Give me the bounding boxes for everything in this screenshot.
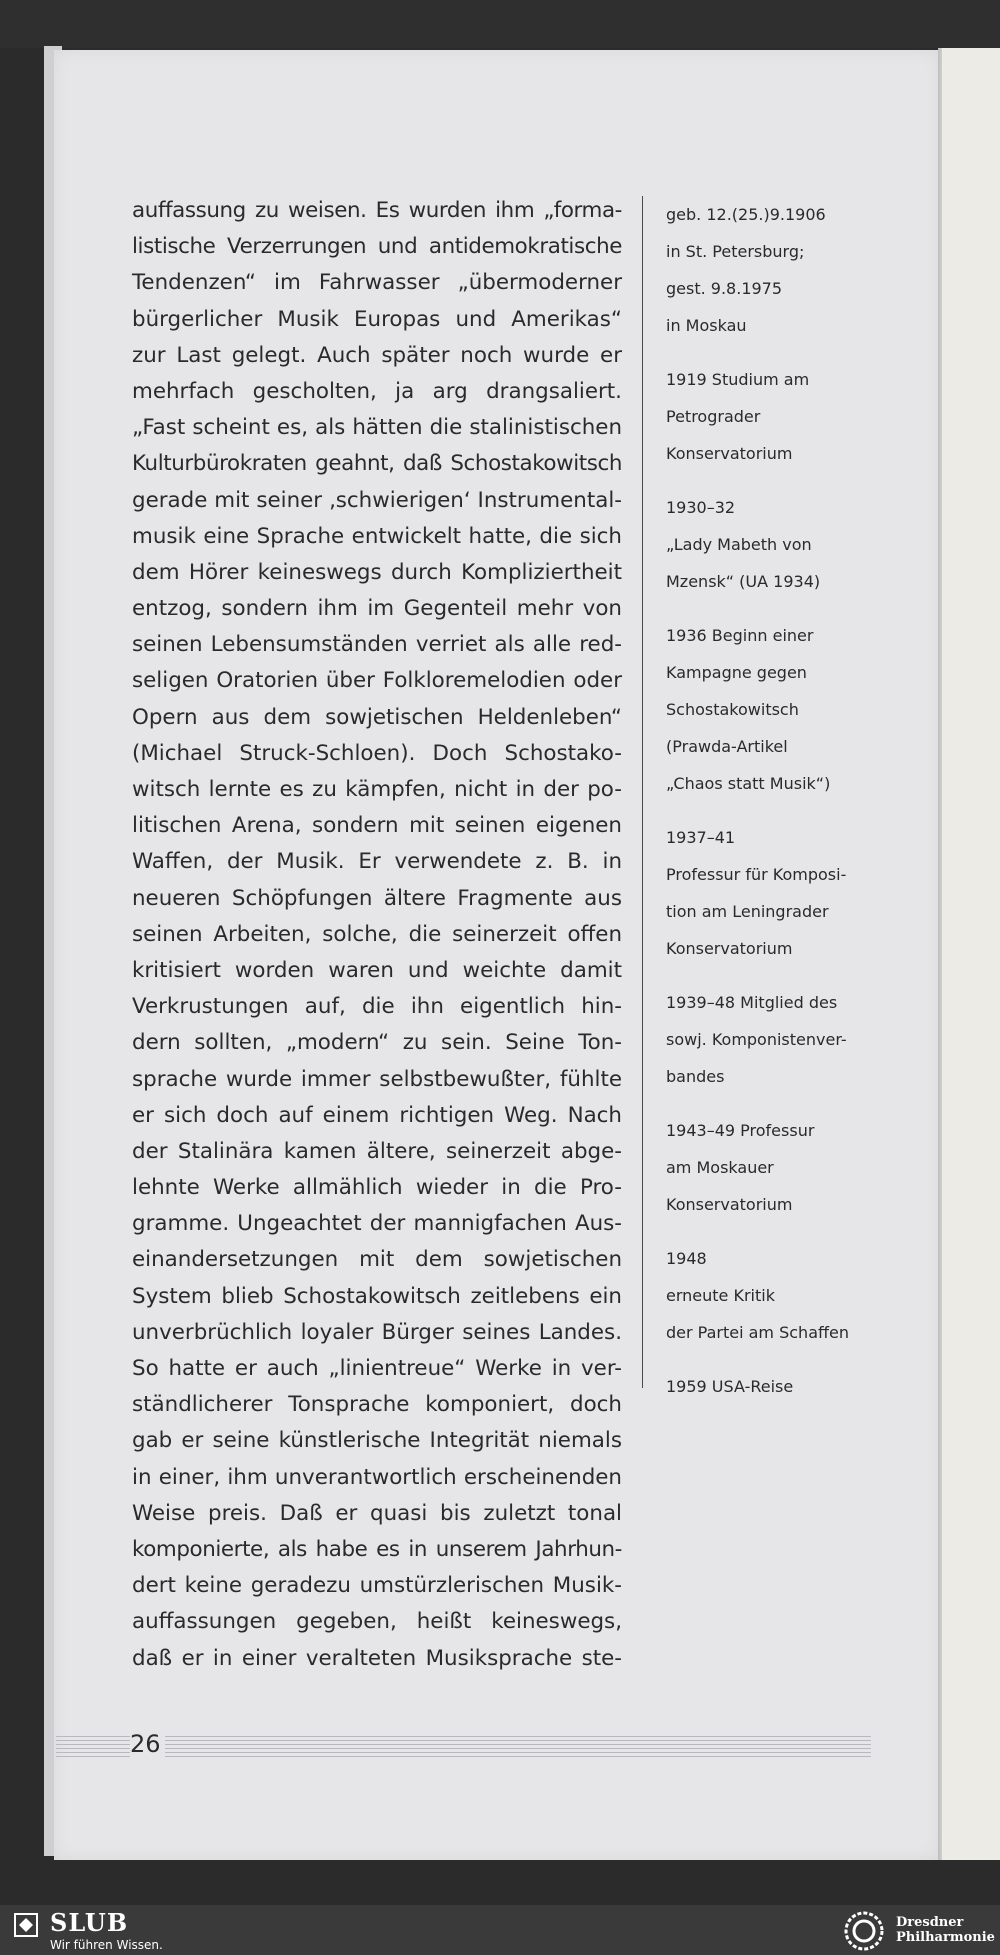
body-text-line: sprache wurde immer selbstbewußter, fühlte bbox=[132, 1066, 622, 1092]
body-text-column bbox=[132, 193, 622, 1677]
footer-rule-lines bbox=[56, 1730, 871, 1770]
timeline-entry-line: 1937–41 bbox=[666, 828, 736, 847]
timeline-entry-line: Professur für Komposi- bbox=[666, 865, 847, 884]
body-text-line: auffassung zu weisen. Es wurden ihm „forma- bbox=[132, 198, 622, 223]
body-text-line: System blieb Schostakowitsch zeitlebens ein bbox=[132, 1283, 622, 1309]
body-text-line: seligen Oratorien über Folkloremelodien oder bbox=[132, 668, 622, 694]
body-text-line: Tendenzen“ im Fahrwasser „übermoderner bbox=[132, 270, 622, 296]
partner-name bbox=[896, 1915, 995, 1945]
timeline-entry-line: bandes bbox=[666, 1067, 725, 1086]
body-text-line: einandersetzungen mit dem sowjetischen bbox=[132, 1247, 622, 1273]
column-divider bbox=[642, 196, 643, 1388]
body-text-line: Verkrustungen auf, die ihn eigentlich hin- bbox=[132, 994, 622, 1020]
timeline-entry-line: erneute Kritik bbox=[666, 1286, 775, 1305]
body-text-line: Opern aus dem sowjetischen Heldenleben“ bbox=[132, 704, 622, 730]
timeline-entry-line: Petrograder bbox=[666, 407, 761, 426]
timeline-entry-line: 1930–32 bbox=[666, 498, 736, 517]
page-number: 26 bbox=[130, 1730, 165, 1758]
body-text-line: daß er in einer veralteten Musiksprache ste- bbox=[132, 1645, 622, 1671]
body-text-line: Weise preis. Daß er quasi bis zuletzt tonal bbox=[132, 1500, 622, 1526]
slub-logo-icon bbox=[14, 1913, 38, 1937]
timeline-entry-line: Konservatorium bbox=[666, 444, 793, 463]
timeline-entry-line: 1936 Beginn einer bbox=[666, 626, 814, 645]
viewer-footer-bar bbox=[0, 1905, 1000, 1955]
body-text-line: gab er seine künstlerische Integrität niemals bbox=[132, 1428, 622, 1454]
body-text-line: in einer, ihm unverantwortlich erscheinenden bbox=[132, 1464, 622, 1490]
body-text-line: der Stalinära kamen ältere, seinerzeit abge- bbox=[132, 1138, 622, 1164]
timeline-entry-line: (Prawda-Artikel bbox=[666, 737, 788, 756]
body-text-line: unverbrüchlich loyaler Bürger seines Landes. bbox=[132, 1319, 622, 1345]
body-text-line: seinen Lebensumständen verriet als alle red- bbox=[132, 632, 622, 658]
timeline-entry-line: Mzensk“ (UA 1934) bbox=[666, 572, 821, 591]
body-text-line: listische Verzerrungen und antidemokratische bbox=[132, 234, 622, 260]
body-text-line: er sich doch auf einem richtigen Weg. Nach bbox=[132, 1102, 622, 1128]
body-text-line: musik eine Sprache entwickelt hatte, die sich bbox=[132, 523, 622, 549]
timeline-entry-line: 1919 Studium am bbox=[666, 370, 810, 389]
body-text-line: mehrfach gescholten, ja arg drangsaliert. bbox=[132, 378, 622, 404]
timeline-entry bbox=[666, 489, 906, 600]
timeline-entry-line: 1939–48 Mitglied des bbox=[666, 993, 838, 1012]
timeline-entry bbox=[666, 617, 906, 802]
body-text-line: Waffen, der Musik. Er verwendete z. B. in bbox=[132, 849, 622, 875]
timeline-entry-line: 1948 bbox=[666, 1249, 707, 1268]
timeline-entry-line: 1943–49 Professur bbox=[666, 1121, 815, 1140]
timeline-entry-line: in Moskau bbox=[666, 316, 747, 335]
body-text-line: auffassungen gegeben, heißt keineswegs, bbox=[132, 1609, 622, 1635]
timeline-entry-line: „Lady Mabeth von bbox=[666, 535, 812, 554]
body-text-line: lehnte Werke allmählich wieder in die Pro- bbox=[132, 1175, 622, 1201]
timeline-entry-line: am Moskauer bbox=[666, 1158, 774, 1177]
scan-background-top bbox=[0, 0, 1000, 48]
timeline-entry-line: Konservatorium bbox=[666, 1195, 793, 1214]
body-text-line: kritisiert worden waren und weichte damit bbox=[132, 957, 622, 983]
body-text-line: dern sollten, „modern“ zu sein. Seine Ton- bbox=[132, 1030, 622, 1056]
body-text-line: gerade mit seiner ‚schwierigen‘ Instrumental- bbox=[132, 487, 622, 513]
body-text-line: dem Hörer keineswegs durch Kompliziertheit bbox=[132, 559, 622, 585]
body-text-line: komponierte, als habe es in unserem Jahrhun- bbox=[132, 1536, 622, 1562]
body-text-line: entzog, sondern ihm im Gegenteil mehr von bbox=[132, 596, 622, 622]
timeline-entry bbox=[666, 1112, 906, 1223]
slub-tagline: Wir führen Wissen. bbox=[50, 1938, 163, 1952]
body-text-line: zur Last gelegt. Auch später noch wurde er bbox=[132, 342, 622, 368]
biography-timeline bbox=[666, 196, 906, 1422]
body-text-line: litischen Arena, sondern mit seinen eigenen bbox=[132, 813, 622, 839]
timeline-entry-line: der Partei am Schaffen bbox=[666, 1323, 850, 1342]
dresdner-philharmonie-logo-icon bbox=[842, 1909, 886, 1953]
partner-name-line2: Philharmonie bbox=[896, 1930, 995, 1945]
timeline-entry-line: geb. 12.(25.)9.1906 bbox=[666, 205, 826, 224]
timeline-entry-line: 1959 USA-Reise bbox=[666, 1377, 794, 1396]
timeline-entry bbox=[666, 984, 906, 1095]
body-text-line: witsch lernte es zu kämpfen, nicht in der po- bbox=[132, 777, 622, 802]
timeline-entry-line: sowj. Komponistenver- bbox=[666, 1030, 847, 1049]
adjacent-page-edge bbox=[942, 48, 1000, 1860]
timeline-entry-line: gest. 9.8.1975 bbox=[666, 279, 783, 298]
timeline-entry-line: Kampagne gegen bbox=[666, 663, 807, 682]
timeline-entry bbox=[666, 1240, 906, 1351]
body-text-line: gramme. Ungeachtet der mannigfachen Aus- bbox=[132, 1211, 622, 1237]
body-text-line: (Michael Struck-Schloen). Doch Schostako- bbox=[132, 740, 622, 766]
timeline-entry-line: Konservatorium bbox=[666, 939, 793, 958]
partner-name-line1: Dresdner bbox=[896, 1915, 964, 1930]
timeline-entry bbox=[666, 819, 906, 967]
timeline-entry bbox=[666, 1368, 906, 1405]
body-text-line: seinen Arbeiten, solche, die seinerzeit offen bbox=[132, 921, 622, 947]
timeline-entry bbox=[666, 196, 906, 344]
body-text-line: neueren Schöpfungen ältere Fragmente aus bbox=[132, 885, 622, 911]
timeline-entry bbox=[666, 361, 906, 472]
slub-logo-text: SLUB bbox=[50, 1908, 129, 1937]
body-text-line: bürgerlicher Musik Europas und Amerikas“ bbox=[132, 306, 622, 332]
body-text-line: ständlicherer Tonsprache komponiert, doch bbox=[132, 1392, 622, 1418]
timeline-entry-line: Schostakowitsch bbox=[666, 700, 799, 719]
timeline-entry-line: tion am Leningrader bbox=[666, 902, 829, 921]
timeline-entry-line: „Chaos statt Musik“) bbox=[666, 774, 831, 793]
body-text-line: So hatte er auch „linientreue“ Werke in ver- bbox=[132, 1356, 622, 1381]
body-text-line: „Fast scheint es, als hätten die stalinistischen bbox=[132, 415, 622, 441]
body-text-line: dert keine geradezu umstürzlerischen Musik- bbox=[132, 1573, 622, 1599]
body-text-line: Kulturbürokraten geahnt, daß Schostakowitsch bbox=[132, 451, 622, 477]
timeline-entry-line: in St. Petersburg; bbox=[666, 242, 805, 261]
